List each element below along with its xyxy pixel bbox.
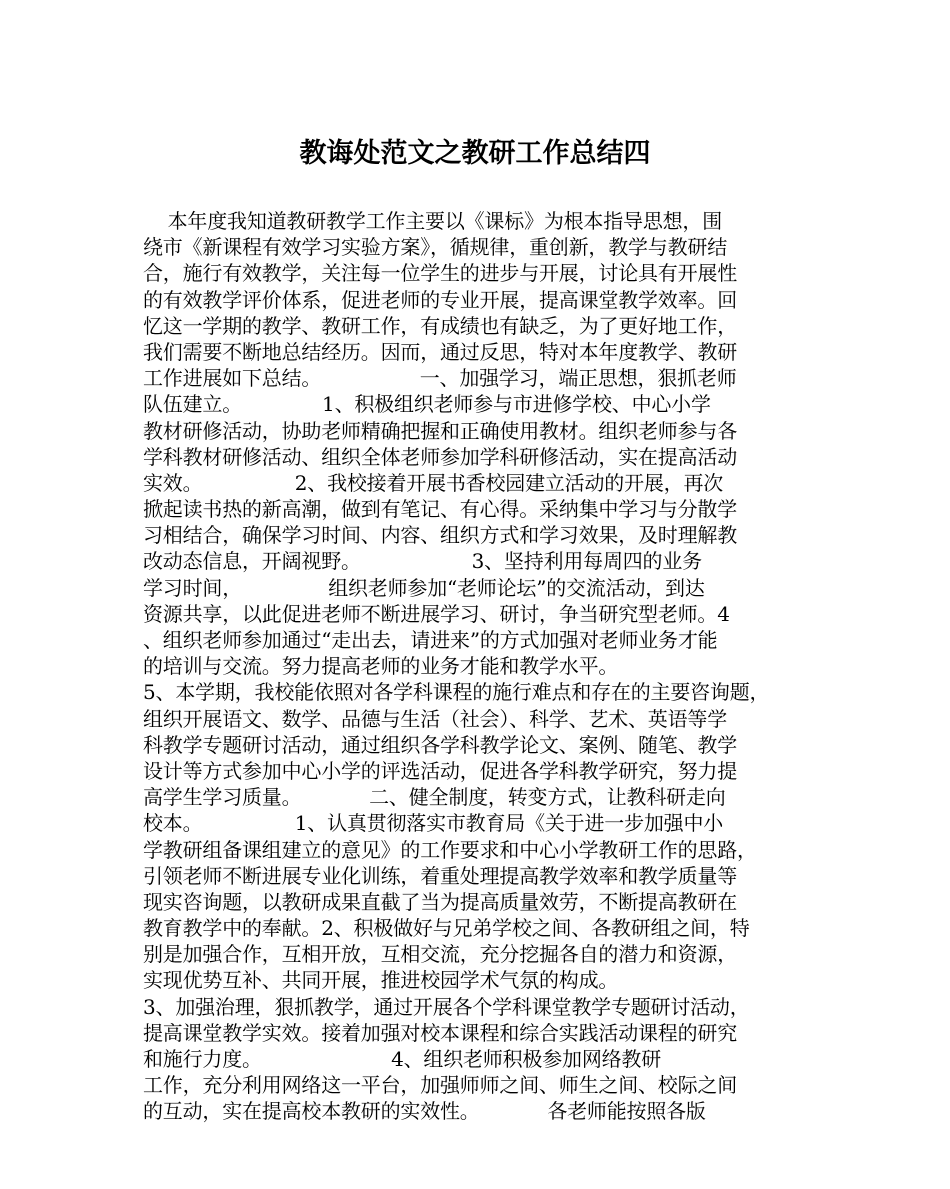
document-body <box>143 208 823 1125</box>
body-line: 学教研组备课组建立的意见》的工作要求和中心小学教研工作的思路， <box>143 837 757 862</box>
body-line: 的有效教学评价体系，促进老师的专业开展，提高课堂教学效率。回 <box>143 287 737 312</box>
body-line: 学习时间， 组织老师参加“老师论坛”的交流活动，到达 <box>143 575 705 600</box>
body-line: 改动态信息，开阔视野。 3、坚持利用每周四的业务 <box>143 549 702 574</box>
body-line: 3、加强治理，狠抓教学，通过开展各个学科课堂教学专题研讨活动， <box>143 994 750 1019</box>
body-line: 和施行力度。 4、组织老师积极参加网络教研 <box>143 1047 662 1071</box>
body-line: 我们需要不断地总结经历。因而，通过反思，特对本年度教学、教研 <box>143 339 737 364</box>
body-line: 队伍建立。 1、积极组织老师参与市进修学校、中心小学 <box>143 392 711 417</box>
body-line: 校本。 1、认真贯彻落实市教育局《关于进一步加强中小 <box>143 811 724 836</box>
body-line: 本年度我知道教研教学工作主要以《课标》为根本指导思想，围 <box>143 209 723 233</box>
body-line: 、组织老师参加通过“走出去，请进来”的方式加强对老师业务才能 <box>143 628 718 652</box>
body-line: 别是加强合作，互相开放，互相交流，充分挖掘各自的潜力和资源， <box>143 942 737 967</box>
body-line: 合，施行有效教学，关注每一位学生的进步与开展，讨论具有开展性 <box>143 261 737 286</box>
body-line: 现实咨询题，以教研成果直截了当为提高质量效劳，不断提高教研在 <box>143 889 737 914</box>
body-line: 高学生学习质量。 二、健全制度，转变方式，让教科研走向 <box>143 785 726 810</box>
body-line: 绕市《新课程有效学习实验方案》，循规律，重创新，教学与教研结 <box>143 235 727 260</box>
body-line: 资源共享，以此促进老师不断进展学习、研讨，争当研究型老师。4 <box>143 601 730 626</box>
body-line: 提高课堂教学实效。接着加强对校本课程和综合实践活动课程的研究 <box>143 1020 737 1045</box>
body-line: 组织开展语文、数学、品德与生活（社会）、科学、艺术、英语等学 <box>143 706 727 731</box>
body-line: 习相结合，确保学习时间、内容、组织方式和学习效果，及时理解教 <box>143 523 737 548</box>
body-line: 的互动，实在提高校本教研的实效性。 各老师能按照各版 <box>143 1099 706 1124</box>
body-line: 学科教材研修活动、组织全体老师参加学科研修活动，实在提高活动 <box>143 444 737 469</box>
body-line: 工作进展如下总结。 一、加强学习，端正思想，狠抓老师 <box>143 366 737 391</box>
body-line: 教材研修活动，协助老师精确把握和正确使用教材。组织老师参与各 <box>143 418 737 443</box>
body-line: 设计等方式参加中心小学的评选活动，促进各学科教学研究，努力提 <box>143 758 737 783</box>
body-line: 引领老师不断进展专业化训练，着重处理提高教学效率和教学质量等 <box>143 863 737 888</box>
body-line: 实效。 2、我校接着开展书香校园建立活动的开展，再次 <box>143 470 724 495</box>
body-line: 掀起读书热的新高潮，做到有笔记、有心得。采纳集中学习与分散学 <box>143 497 737 522</box>
body-line: 的培训与交流。努力提高老师的业务才能和教学水平。 <box>143 654 619 679</box>
body-line: 工作，充分利用网络这一平台，加强师师之间、师生之间、校际之间 <box>143 1073 737 1098</box>
body-line: 忆这一学期的教学、教研工作，有成绩也有缺乏，为了更好地工作， <box>143 313 737 338</box>
body-line: 实现优势互补、共同开展，推进校园学术气氛的构成。 <box>143 968 619 993</box>
body-line: 教育教学中的奉献。2、积极做好与兄弟学校之间、各教研组之间，特 <box>143 916 750 941</box>
body-line: 5、本学期，我校能依照对各学科课程的施行难点和存在的主要咨询题， <box>143 680 770 705</box>
body-line: 科教学专题研讨活动，通过组织各学科教学论文、案例、随笔、教学 <box>143 732 737 757</box>
document-title: 教诲处范文之教研工作总结四 <box>299 138 651 169</box>
